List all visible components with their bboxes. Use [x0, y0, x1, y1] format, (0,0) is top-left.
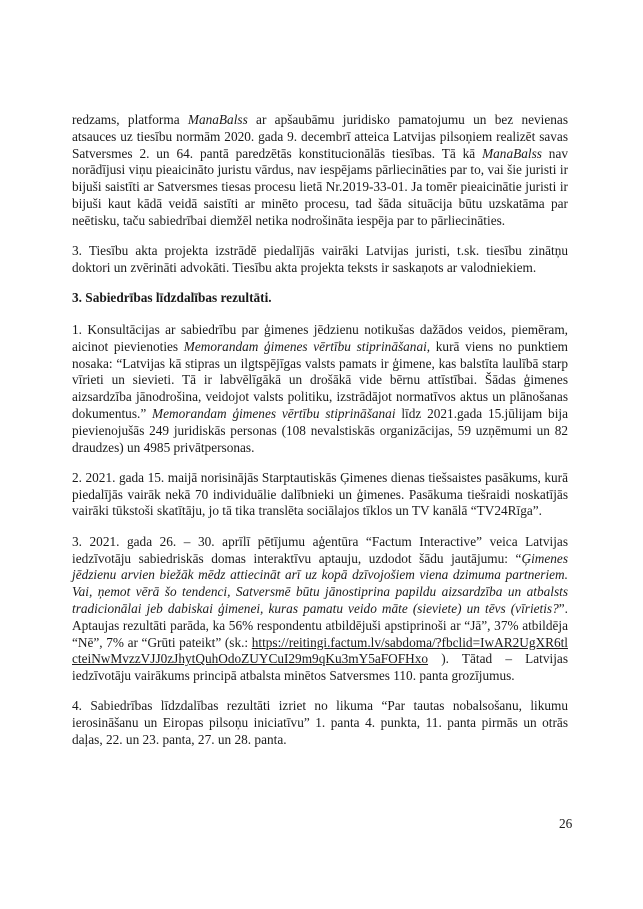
section-heading: 3. Sabiedrības līdzdalības rezultāti. [72, 290, 272, 306]
item-survey [72, 534, 568, 685]
paragraph-manabalss [72, 112, 568, 230]
text: ”. Aptaujas rezultāti parāda, ka 56% respondentu atbildējuši apstiprinoši ar “Jā”, 37% atbildēja “Nē”, 7% ar “Grūti pateikt” (sk.: [72, 600, 568, 650]
item-family-day: 2. 2021. gada 15. maijā norisinājās Starptautiskās Ģimenes dienas tiešsaistes pasākums, kurā piedalījās vairāk nekā 70 individuālie dalībnieki un ģimenes. Pasākuma tiešraidi noskatījās vairāki tūkstoši skatītāju, jo tā tika translēta sociālajos tīklos un TV kanālā “TV24Rīga”. [72, 469, 568, 519]
text: līdz 2021.gada 15.jūlijam bija pievienojušās 249 juridiskās personas (108 nevalstiskās organizācijas, 59 uzņēmumi un 82 draudzes) un 4985 privātpersonas. [72, 405, 568, 455]
text: redzams, platforma [72, 112, 188, 127]
italic-text: ManaBalss [482, 145, 542, 161]
text: 1. Konsultācijas ar sabiedrību par ģimenes jēdzienu notikušas dažādos veidos, piemēram, aicinot pievienoties [72, 321, 568, 354]
item-legal-basis: 4. Sabiedrības līdzdalības rezultāti izriet no likuma “Par tautas nobalsošanu, likumu ierosināšanu un Eiropas pilsoņu iniciatīvu” 1. panta 4. punkta, 11. panta pirmās un otrās daļas, 22. un 23. panta, 27. un 28. panta. [72, 698, 568, 747]
text: nav norādījusi viņu pieaicināto juristu vārdus, nav iespējams pārliecināties par to, vai šie juristi ir bijuši saistīti ar Satversmes tiesas procesu lietā Nr.2019-33-01. Ja tomēr pieaicinātie juristi ir bijuši kaut kādā veidā saistīti ar minēto procesu, tad šāda situācija būtu uzskatāma par neētisku, taču sabiedrībai diemžēl netika nodrošināta iespēja par to pārliecināties. [72, 145, 568, 228]
text: , kurā viens no punktiem nosaka: “Latvijas kā stipras un ilgtspējīgas valsts pamats ir ģimene, kas balstīta laulībā starp vīrieti un sievieti. Tā ir labvēlīgākā un drošākā vide bērnu attīstībai. Šādas ģimenes aizsardzība jānodrošina, veidojot valsts politiku, izstrādājot normatīvos aktus un plānošanas dokumentus.” [72, 338, 568, 421]
survey-question: Ģimenes jēdzienu arvien biežāk mēdz attiecināt arī uz kopā dzīvojošiem viena dzimuma partneriem. Vai, ņemot vērā šo tendenci, Satversmē būtu jānostiprina papildu aizsardzība un atbalsts tradicionālai jeb dabiskai ģimenei, kuras pamatu veido māte (sieviete) un tēvs (vīrietis? [72, 550, 568, 616]
italic-text: Memorandam ģimenes vērtību stiprināšanai [183, 338, 427, 354]
italic-text: ManaBalss [187, 112, 248, 127]
item-consultations [72, 322, 568, 456]
page-number: 26 [559, 816, 573, 831]
paragraph-drafting: 3. Tiesību akta projekta izstrādē piedalījās vairāki Latvijas juristi, t.sk. tiesību zinātņu doktori un zvērināti advokāti. Tiesību akta projekta teksts ir saskaņots ar valodniekiem. [72, 243, 568, 275]
document-page [72, 112, 568, 762]
text: ar apšaubāmu juridisko pamatojumu un bez nevienas atsauces uz tiesību normām 2020. gada 9. decembrī atteica Latvijas pilsoņiem realizēt savas Satversmes 2. un 64. pantā paredzētās konstitucionālās tiesības. Tā kā [72, 112, 568, 161]
survey-link[interactable]: https://reitingi.factum.lv/sabdoma/?fbclid=IwAR2UgXR6tlcteiNwMvzzVJJ0zJhytQuhOdoZUYCuI29m9qKu3mY5aFOFHxo [72, 634, 568, 667]
text: 3. 2021. gada 26. – 30. aprīlī pētījumu aģentūra “Factum Interactive” veica Latvijas iedzīvotāju sabiedriskās domas interaktīvu aptauju, uzdodot šādu jautājumu: “ [72, 533, 568, 566]
italic-text: Memorandam ģimenes vērtību stiprināšanai [152, 405, 396, 421]
text: ). Tātad – Latvijas iedzīvotāju vairākums principā atbalsta minētos Satversmes 110. panta grozījumus. [72, 651, 568, 684]
